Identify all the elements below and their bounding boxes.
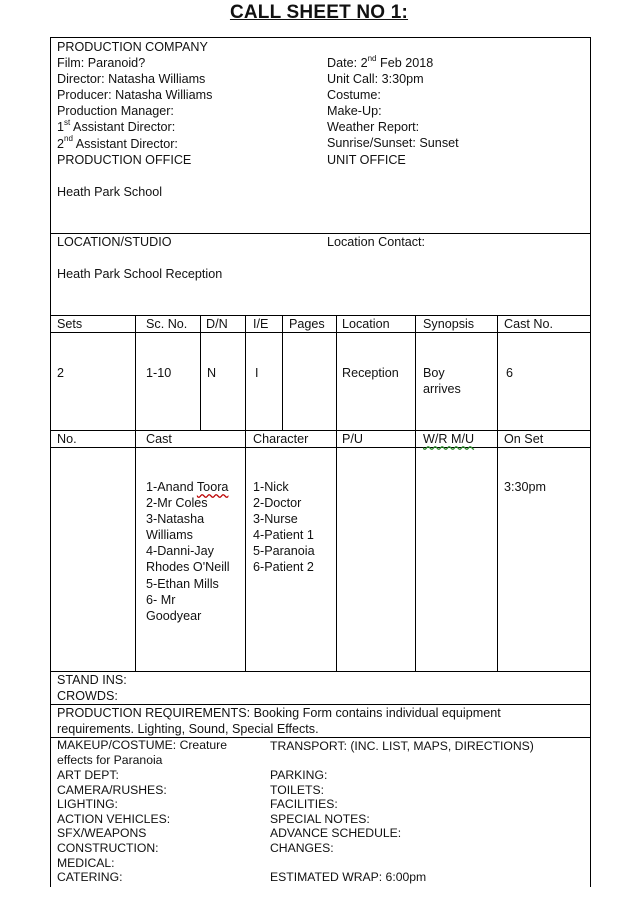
production-office-label: PRODUCTION OFFICE	[57, 152, 192, 167]
catering: CATERING:	[57, 870, 123, 885]
construction: CONSTRUCTION:	[57, 840, 159, 855]
col-header-cast-no: Cast No.	[504, 317, 553, 331]
facilities: FACILITIES:	[270, 797, 338, 812]
location-value: Heath Park School Reception	[57, 267, 223, 281]
character-name: 4-Patient 1	[253, 528, 314, 543]
departments-right	[270, 768, 426, 885]
cast-names	[146, 479, 230, 624]
rule	[50, 332, 591, 333]
col-header-no: No.	[57, 432, 77, 446]
border-right	[590, 37, 591, 887]
col-header-on-set: On Set	[504, 432, 544, 446]
col-header-sc-no: Sc. No.	[146, 317, 188, 331]
estimated-wrap: ESTIMATED WRAP: 6:00pm	[270, 870, 427, 885]
makeup-costume: MAKEUP/COSTUME: Creature effects for Paranoia	[57, 738, 227, 767]
col-header-character: Character	[253, 432, 309, 446]
scene-location: Reception	[342, 366, 399, 380]
col-header-sets: Sets	[57, 317, 83, 331]
col-header-pu: P/U	[342, 432, 363, 446]
extras-block	[57, 672, 127, 704]
location-studio-label: LOCATION/STUDIO	[57, 235, 172, 249]
blank-line	[270, 856, 426, 871]
advance-schedule: ADVANCE SCHEDULE:	[270, 826, 402, 841]
scene-cast-no: 6	[506, 366, 514, 380]
film-title: Film: Paranoid?	[57, 56, 146, 71]
rule	[50, 447, 591, 448]
col-header-pages: Pages	[289, 317, 325, 331]
character-name: 3-Nurse	[253, 512, 298, 527]
weather-report: Weather Report:	[327, 120, 420, 135]
scene-number: 1-10	[146, 366, 172, 380]
character-name: 1-Nick	[253, 480, 289, 494]
first-assistant-director: 1st Assistant Director:	[57, 118, 176, 135]
cast-name: Rhodes O'Neill	[146, 560, 230, 575]
sfx-weapons: SFX/WEAPONS	[57, 826, 147, 841]
lighting: LIGHTING:	[57, 797, 118, 812]
on-set-time: 3:30pm	[504, 480, 547, 494]
col-header-ie: I/E	[253, 317, 269, 331]
second-assistant-director: 2nd Assistant Director:	[57, 134, 178, 151]
art-dept: ART DEPT:	[57, 768, 119, 782]
action-vehicles: ACTION VEHICLES:	[57, 811, 171, 826]
stand-ins: STAND INS:	[57, 673, 127, 687]
camera-rushes: CAMERA/RUSHES:	[57, 782, 167, 797]
cast-name: 1-Anand Toora	[146, 480, 229, 494]
col-divider	[245, 430, 246, 671]
unit-office-label: UNIT OFFICE	[327, 152, 406, 167]
col-divider	[135, 430, 136, 671]
call-sheet-table	[50, 37, 591, 887]
character-name: 2-Doctor	[253, 496, 302, 511]
col-divider	[497, 430, 498, 671]
col-divider	[245, 315, 246, 430]
header-right	[327, 55, 459, 168]
cast-name: 4-Danni-Jay	[146, 544, 214, 559]
cast-name: 5-Ethan Mills	[146, 576, 219, 591]
col-header-dn: D/N	[206, 317, 228, 331]
cast-name: 2-Mr Coles	[146, 496, 208, 511]
toilets: TOILETS:	[270, 782, 324, 797]
scene-int-ext: I	[255, 366, 259, 380]
header-left	[57, 39, 212, 168]
transport: TRANSPORT: (INC. LIST, MAPS, DIRECTIONS)	[270, 739, 534, 753]
departments-left	[57, 768, 170, 885]
production-company-label: PRODUCTION COMPANY	[57, 40, 208, 54]
col-divider	[415, 315, 416, 430]
col-header-synopsis: Synopsis	[423, 317, 475, 331]
character-list	[253, 479, 315, 576]
col-divider	[336, 315, 337, 430]
cast-name: Williams	[146, 528, 193, 543]
unit-call: Unit Call: 3:30pm	[327, 72, 424, 87]
location-contact: Location Contact:	[327, 235, 426, 249]
rule	[50, 37, 591, 38]
col-header-wr-mu: W/R M/U	[423, 432, 475, 446]
parking: PARKING:	[270, 768, 328, 782]
director: Director: Natasha Williams	[57, 72, 206, 87]
call-sheet-title: CALL SHEET NO 1:	[229, 2, 409, 23]
shoot-date: Date: 2nd Feb 2018	[327, 53, 434, 70]
make-up: Make-Up:	[327, 104, 382, 119]
producer: Producer: Natasha Williams	[57, 88, 213, 103]
cast-name: 6- Mr	[146, 592, 176, 607]
col-header-location: Location	[342, 317, 390, 331]
character-name: 5-Paranoia	[253, 544, 315, 559]
col-divider	[415, 430, 416, 671]
production-manager: Production Manager:	[57, 104, 174, 119]
production-requirements: PRODUCTION REQUIREMENTS: Booking Form contains individual equipment requirements. Lighting, Sound, Special Effects.	[57, 706, 501, 737]
changes: CHANGES:	[270, 840, 334, 855]
sunrise-sunset: Sunrise/Sunset: Sunset	[327, 136, 459, 151]
col-divider	[135, 315, 136, 430]
scene-synopsis: Boy arrives	[423, 366, 461, 397]
character-name: 6-Patient 2	[253, 560, 314, 575]
medical: MEDICAL:	[57, 855, 115, 870]
col-divider	[200, 315, 201, 430]
border-left	[50, 37, 51, 887]
costume: Costume:	[327, 88, 381, 103]
scene-day-night: N	[207, 366, 217, 380]
col-divider	[336, 430, 337, 671]
special-notes: SPECIAL NOTES:	[270, 811, 370, 826]
cast-name: Goodyear	[146, 608, 202, 623]
col-header-cast: Cast	[146, 432, 172, 446]
col-divider	[282, 315, 283, 430]
office-location: Heath Park School	[57, 185, 163, 199]
cast-name: 3-Natasha	[146, 512, 205, 527]
col-divider	[497, 315, 498, 430]
crowds: CROWDS:	[57, 689, 118, 704]
rule	[50, 671, 591, 672]
scene-sets: 2	[57, 366, 65, 380]
